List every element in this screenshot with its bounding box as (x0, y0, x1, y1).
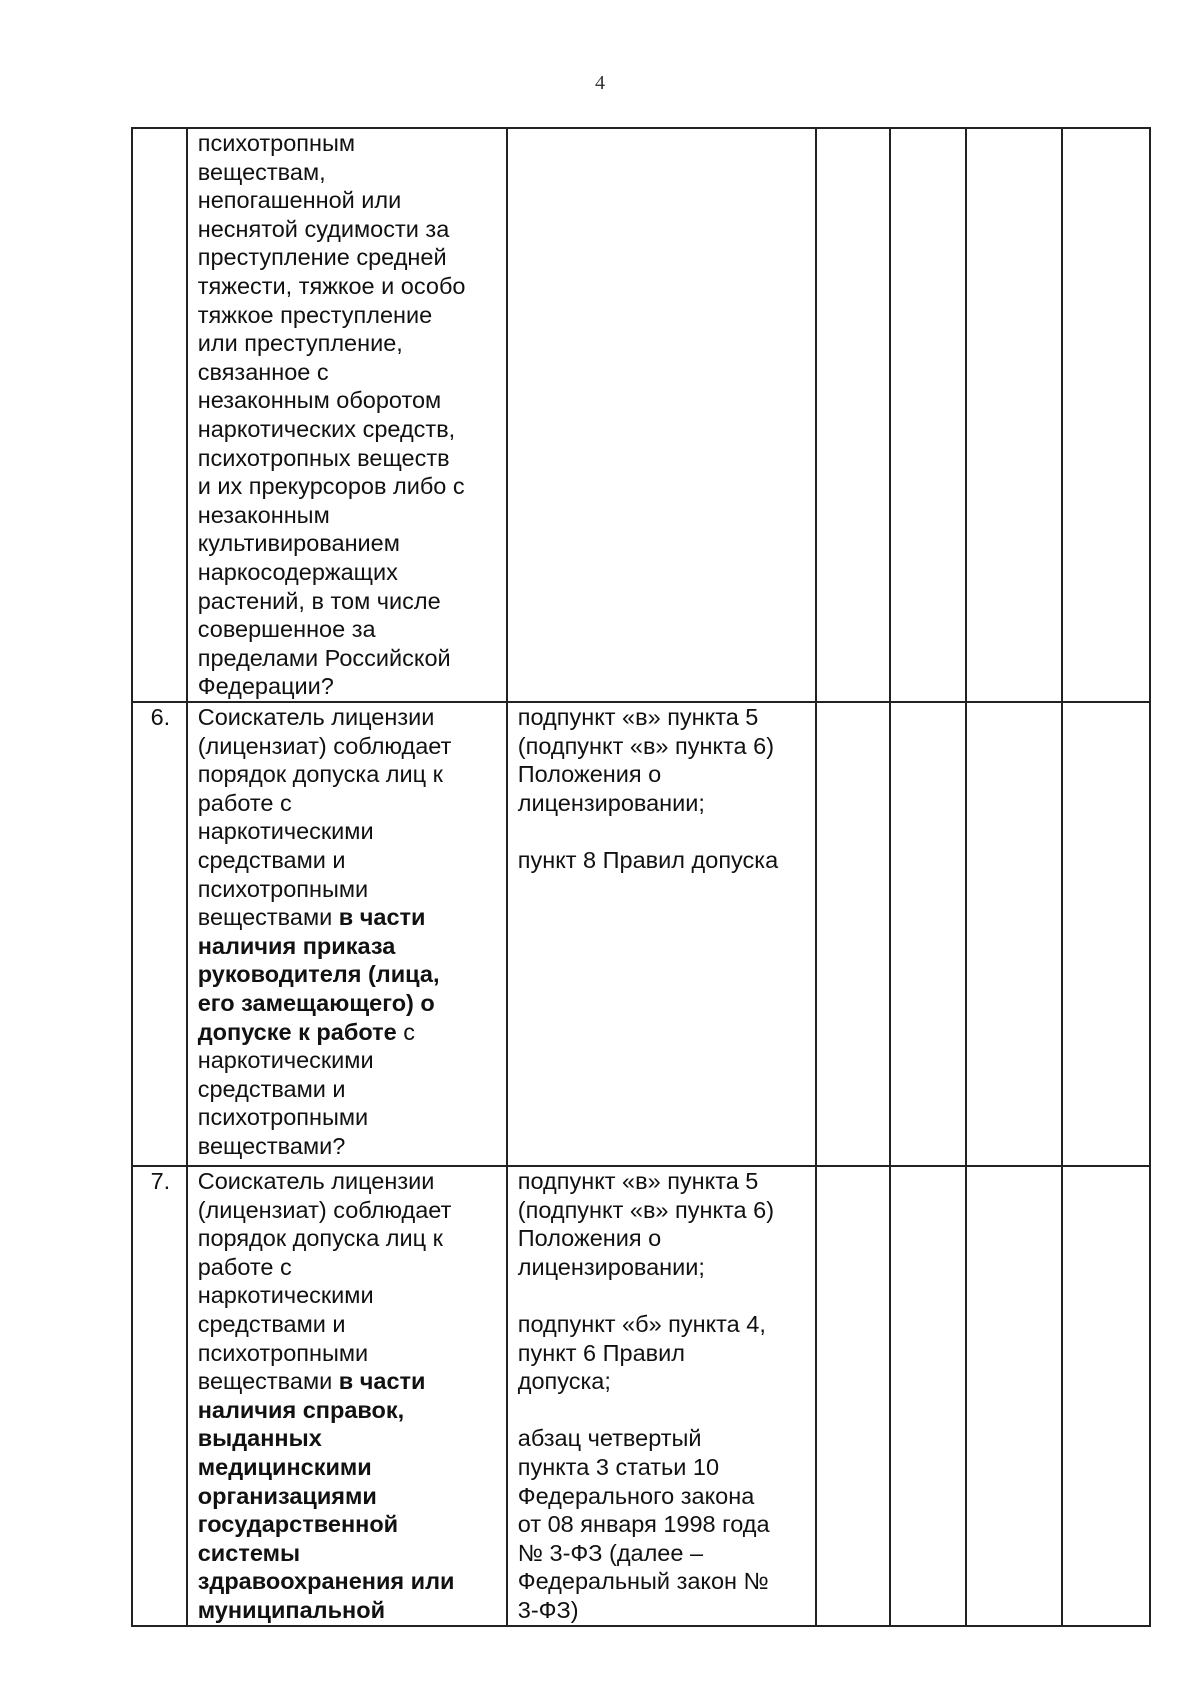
notes-cell (1062, 1166, 1150, 1626)
question-cell (187, 1166, 507, 1626)
question-emphasis: в части наличия приказа руководителя (лица, его замещающего) о допуске к работе (197, 904, 440, 1045)
reference-cell (507, 128, 817, 702)
answer-cell-yes (816, 702, 890, 1166)
table-row (132, 702, 1150, 1166)
answer-cell-no (890, 128, 966, 702)
question-cell (187, 702, 507, 1166)
question-text: Соискатель лицензии (лицензиат) соблюдает порядок допуска лиц к работе с наркотическими средствами и психотропными веществами (197, 1168, 452, 1395)
question-emphasis: в части наличия справок, выданных медицинскими организациями государственной системы здравоохранения или муниципальной (197, 1368, 455, 1623)
question-text-end: с наркотическими средствами и психотропными веществами? (197, 1018, 415, 1159)
row-number-cell (132, 128, 187, 702)
answer-cell-no (890, 702, 966, 1166)
question-text: психотропным веществам, непогашенной или неснятой судимости за преступление средней тяжести, тяжкое и особо тяжкое преступление или преступление, связанное с незаконным оборотом наркотических средств, психотропных веществ и их прекурсоров либо с незаконным культивированием наркосодержащих растений, в том числе совершенное за пределами Российской Федерации? (197, 130, 466, 700)
reference-cell: подпункт «в» пункта 5 (подпункт «в» пункта 6) Положения о лицензировании; подпункт «б» пункта 4, пункт 6 Правил допуска; абзац четвертый пункта 3 статьи 10 Федерального закона от 08 января 1998 года № 3-ФЗ (далее – Федеральный закон № 3-ФЗ) (507, 1166, 817, 1626)
notes-cell (1062, 702, 1150, 1166)
notes-cell (1062, 128, 1150, 702)
row-number-cell: 6. (132, 702, 187, 1166)
answer-cell-na (966, 702, 1062, 1166)
table-row (132, 128, 1150, 702)
answer-cell-na (966, 128, 1062, 702)
question-text: Соискатель лицензии (лицензиат) соблюдает порядок допуска лиц к работе с наркотическими средствами и психотропными веществами (197, 704, 452, 931)
question-cell (187, 128, 507, 702)
answer-cell-yes (816, 128, 890, 702)
reference-cell: подпункт «в» пункта 5 (подпункт «в» пункта 6) Положения о лицензировании; пункт 8 Правил допуска (507, 702, 817, 1166)
answer-cell-na (966, 1166, 1062, 1626)
row-number-cell: 7. (132, 1166, 187, 1626)
answer-cell-no (890, 1166, 966, 1626)
checklist-table (131, 127, 1151, 1627)
answer-cell-yes (816, 1166, 890, 1626)
page-number: 4 (595, 72, 605, 94)
table-row (132, 1166, 1150, 1626)
